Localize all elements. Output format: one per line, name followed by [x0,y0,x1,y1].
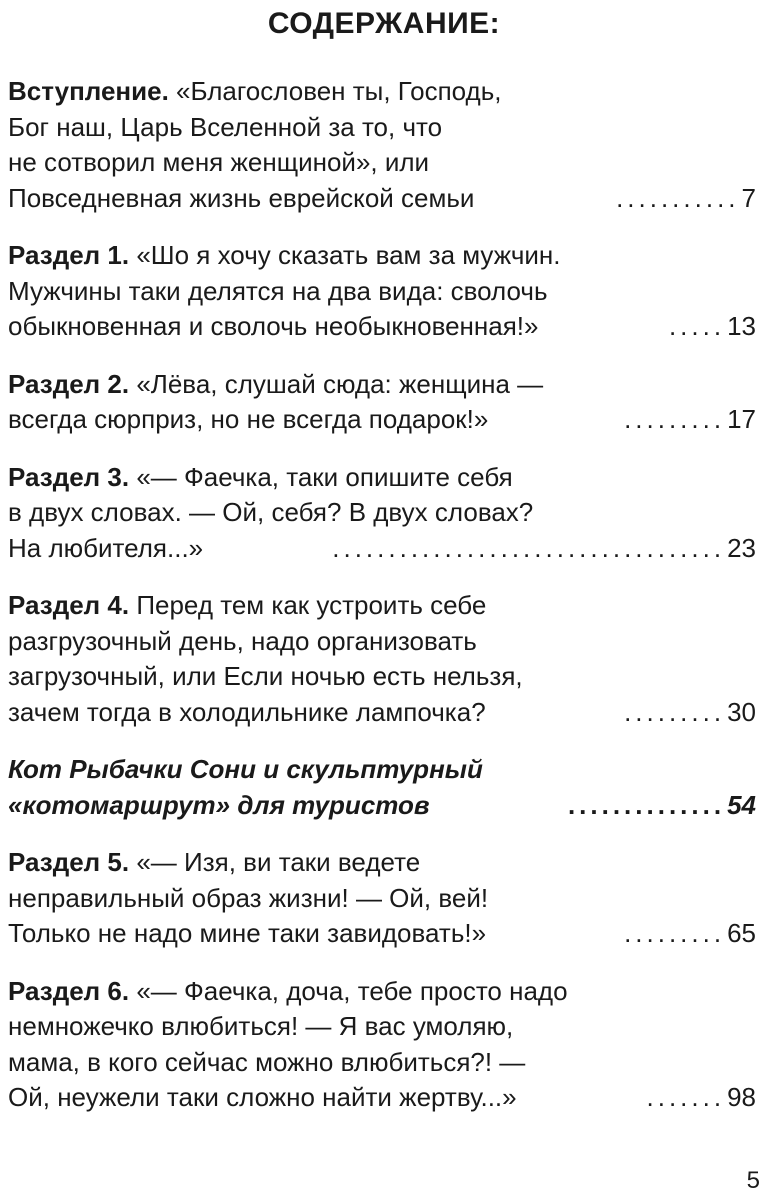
toc-entry-section-5 [8,845,756,952]
toc-line [8,531,756,567]
toc-page-number: 30 [727,696,756,727]
toc-entry-section-4 [8,588,756,730]
toc-line: Мужчины таки делятся на два вида: сволочь [8,275,548,306]
toc-entry-section-1 [8,238,756,345]
toc-entry-text: зачем тогда в холодильнике лампочка? [8,696,486,727]
toc-page-number: 13 [727,311,756,341]
toc-entry-section-2 [8,367,756,438]
toc-line [8,74,756,110]
toc-line [8,588,756,624]
dot-leader: .............. [567,789,726,820]
toc-line [8,845,756,881]
toc-line [8,402,756,438]
toc-page-number: 7 [741,182,756,213]
toc-entry-text: «Шо я хочу сказать вам за мужчин. [136,240,561,270]
table-of-contents [8,74,756,1138]
page-number: 5 [746,1167,760,1194]
toc-line: мама, в кого сейчас можно влюбиться?! — [8,1046,526,1077]
toc-line: не сотворил меня женщиной», или [8,147,430,177]
toc-entry-text: Ой, неужели таки сложно найти жертву...» [8,1082,517,1112]
toc-entry-text: обыкновенная и сволочь необыкновенная!» [8,311,539,341]
dot-leader: ................................... [332,532,726,563]
toc-line [8,974,756,1010]
dot-leader: ......... [624,404,726,434]
toc-entry-text: «Лёва, слушай сюда: женщина — [136,368,544,399]
toc-entry-text: Перед тем как устроить себе [136,590,487,620]
toc-entry-label: Вступление. [8,76,169,106]
toc-page-number: 23 [727,532,756,563]
toc-entry-section-6 [8,974,756,1116]
toc-entry-introduction [8,74,756,216]
toc-entry-label: Раздел 4. [8,590,130,620]
toc-line: неправильный образ жизни! — Ой, вей! [8,882,489,913]
toc-entry-label: Раздел 1. [8,240,130,270]
toc-line: Кот Рыбачки Сони и скульптурный [8,754,483,784]
toc-entry-text: На любителя...» [8,532,204,563]
toc-page-number: 65 [727,918,756,948]
toc-line [8,238,756,274]
dot-leader: ..... [668,311,726,341]
toc-entry-text: «Благословен ты, Господь, [176,76,502,106]
toc-entry-label: Раздел 5. [8,847,130,877]
toc-line: в двух словах. — Ой, себя? В двух словах? [8,497,534,527]
dot-leader: ......... [624,696,726,727]
toc-line: немножечко влюбиться! — Я вас умоляю, [8,1011,514,1041]
toc-entry-label: Раздел 2. [8,368,130,399]
toc-entry-text: всегда сюрприз, но не всегда подарок!» [8,404,489,434]
toc-line [8,695,756,731]
toc-entry-text: «котомаршрут» для туристов [8,789,430,820]
dot-leader: ........... [616,182,740,213]
toc-entry-text: «— Фаечка, доча, тебе просто надо [136,975,568,1006]
toc-line [8,309,756,345]
toc-entry-label: Раздел 3. [8,461,130,492]
page-title: СОДЕРЖАНИЕ: [267,7,501,40]
toc-entry-label: Раздел 6. [8,975,130,1006]
toc-entry-text: «— Фаечка, таки опишите себя [136,461,513,492]
toc-entry-section-3 [8,460,756,567]
toc-line [8,181,756,217]
toc-line: разгрузочный день, надо организовать [8,625,477,656]
toc-page-number: 98 [727,1082,756,1112]
toc-entry-text: Повседневная жизнь еврейской семьи [8,182,475,213]
dot-leader: ......... [624,918,726,948]
toc-entry-cat-sonya [8,752,756,823]
toc-entry-text: «— Изя, ви таки ведете [136,847,421,877]
toc-page-number: 54 [727,789,756,820]
toc-entry-text: Только не надо мине таки завидовать!» [8,918,487,948]
toc-line: загрузочный, или Если ночью есть нельзя, [8,661,523,691]
toc-line: Бог наш, Царь Вселенной за то, что [8,111,443,142]
toc-line [8,788,756,824]
toc-line [8,1080,756,1116]
dot-leader: ....... [646,1082,726,1112]
toc-page-number: 17 [727,404,756,434]
toc-line [8,916,756,952]
toc-line [8,460,756,496]
toc-line [8,367,756,403]
